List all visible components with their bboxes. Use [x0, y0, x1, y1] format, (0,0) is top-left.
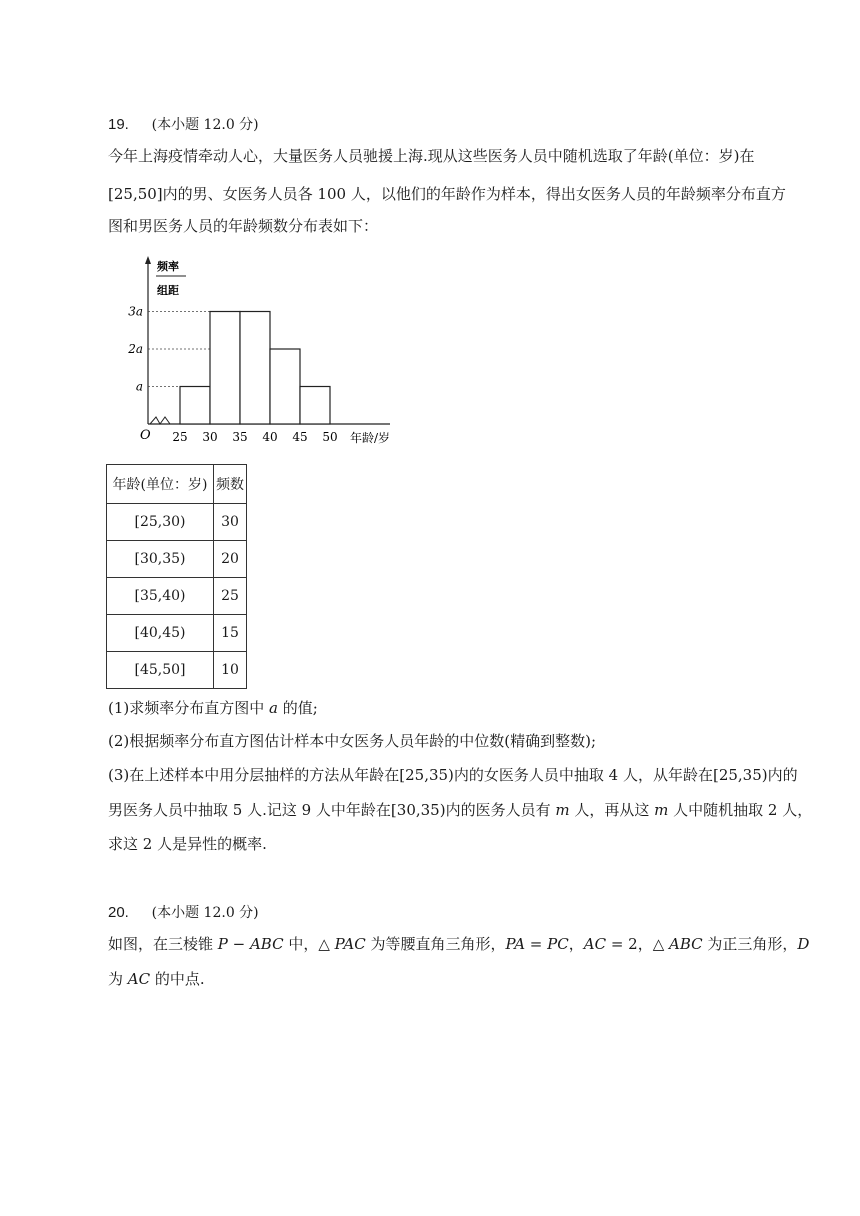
axis-break-mark: [150, 417, 170, 424]
table-row: [107, 578, 247, 615]
y-tick-label: 2a: [128, 342, 143, 356]
q19-intro-line-3: 图和男医务人员的年龄频数分布表如下：: [108, 217, 379, 235]
q19-part-1-variable: a: [269, 699, 278, 717]
histogram-svg: [100, 252, 400, 452]
q20-math-expr: P − ABC: [217, 935, 284, 953]
table-row: [107, 541, 247, 578]
q20-text-segment: ，: [568, 935, 584, 953]
table-cell-count: 25: [214, 578, 247, 615]
q20-math-expr: AC: [583, 935, 607, 953]
q19-part-1-text-pre: (1)求频率分布直方图中: [108, 699, 270, 717]
q20-math-expr: ABC: [669, 935, 703, 953]
x-tick-label: 40: [262, 430, 278, 444]
table-cell-count: 10: [214, 652, 247, 689]
q20-text-segment: = 2，△: [606, 935, 669, 953]
table-cell-age: [35,40): [107, 578, 214, 615]
q19-intro-line-1: 今年上海疫情牵动人心，大量医务人员驰援上海.现从这些医务人员中随机选取了年龄(单位：岁)在: [108, 147, 755, 165]
q19-part-3-var-m: m: [555, 801, 570, 819]
frequency-histogram: [100, 252, 400, 456]
q19-part-1: [108, 698, 318, 718]
question-points: (本小题 12.0 分): [151, 905, 259, 921]
question-20-header: [108, 902, 259, 922]
y-tick-label: a: [135, 379, 143, 394]
table-cell-count: 15: [214, 615, 247, 652]
table-cell-age: [25,30): [107, 504, 214, 541]
table-cell-count: 30: [214, 504, 247, 541]
table-cell-age: [40,45): [107, 615, 214, 652]
q20-text-segment: 如图，在三棱锥: [108, 935, 218, 953]
q19-part-3-text-a: 男医务人员中抽取 5 人.记这 9 人中年龄在[30,35)内的医务人员有: [108, 801, 556, 819]
x-tick-label: 35: [232, 430, 248, 444]
q20-line-2-text-post: 的中点.: [150, 970, 205, 988]
q20-text-segment: 为等腰直角三角形，: [365, 935, 506, 953]
q20-line-1: [108, 934, 809, 954]
y-axis-label-denominator: 组距: [157, 284, 179, 297]
age-frequency-table: [106, 464, 247, 689]
histogram-bar: [270, 349, 300, 424]
q20-line-2-variable: AC: [127, 970, 151, 988]
y-axis-arrow: [145, 256, 151, 264]
histogram-bar: [300, 387, 330, 425]
histogram-bar: [240, 312, 270, 425]
table-row: [107, 504, 247, 541]
question-number: 20.: [108, 904, 129, 921]
q20-line-2: [108, 969, 205, 989]
q19-part-2: (2)根据频率分布直方图估计样本中女医务人员年龄的中位数(精确到整数);: [108, 732, 597, 750]
q19-part-3-text-b: 人，再从这: [569, 801, 655, 819]
table-header-row: [107, 465, 247, 504]
q20-math-expr: PAC: [334, 935, 366, 953]
y-axis-label-numerator: 频率: [157, 260, 179, 273]
q20-line-2-text-pre: 为: [108, 970, 128, 988]
histogram-bar: [180, 387, 210, 425]
q19-part-3-line-3: 求这 2 人是异性的概率.: [108, 835, 267, 853]
q20-text-segment: 为正三角形，: [702, 935, 798, 953]
question-points: (本小题 12.0 分): [151, 117, 259, 133]
x-tick-label: 30: [202, 430, 218, 444]
origin-label: O: [140, 428, 151, 443]
table-header-age: 年龄(单位：岁): [107, 465, 214, 504]
q19-part-1-text-post: 的值;: [277, 699, 318, 717]
q19-intro-line-2: [25,50]内的男、女医务人员各 100 人，以他们的年龄作为样本，得出女医务人员的年龄频率分布直方: [108, 185, 786, 203]
q19-part-3-var-m: m: [654, 801, 669, 819]
x-tick-label: 45: [292, 430, 308, 444]
histogram-bar: [210, 312, 240, 425]
table-cell-age: [45,50]: [107, 652, 214, 689]
x-tick-label: 25: [172, 430, 188, 444]
q20-math-expr: PA = PC: [505, 935, 569, 953]
table-cell-age: [30,35): [107, 541, 214, 578]
q20-math-expr: D: [797, 935, 810, 953]
table-row: [107, 652, 247, 689]
q19-part-3-text-c: 人中随机抽取 2 人，: [668, 801, 813, 819]
y-tick-label: 3a: [128, 304, 143, 319]
question-19-header: [108, 114, 259, 134]
table-row: [107, 615, 247, 652]
q19-part-3-line-2: [108, 800, 812, 820]
x-tick-label: 50: [322, 430, 338, 444]
table-header-count: 频数: [214, 465, 247, 504]
x-axis-label: 年龄/岁: [350, 431, 391, 445]
q19-part-3-line-1: (3)在上述样本中用分层抽样的方法从年龄在[25,35)内的女医务人员中抽取 4 人，从年龄在[25,35)内的: [108, 766, 798, 784]
question-number: 19.: [108, 116, 129, 133]
q20-text-segment: 中，△: [283, 935, 335, 953]
table-cell-count: 20: [214, 541, 247, 578]
